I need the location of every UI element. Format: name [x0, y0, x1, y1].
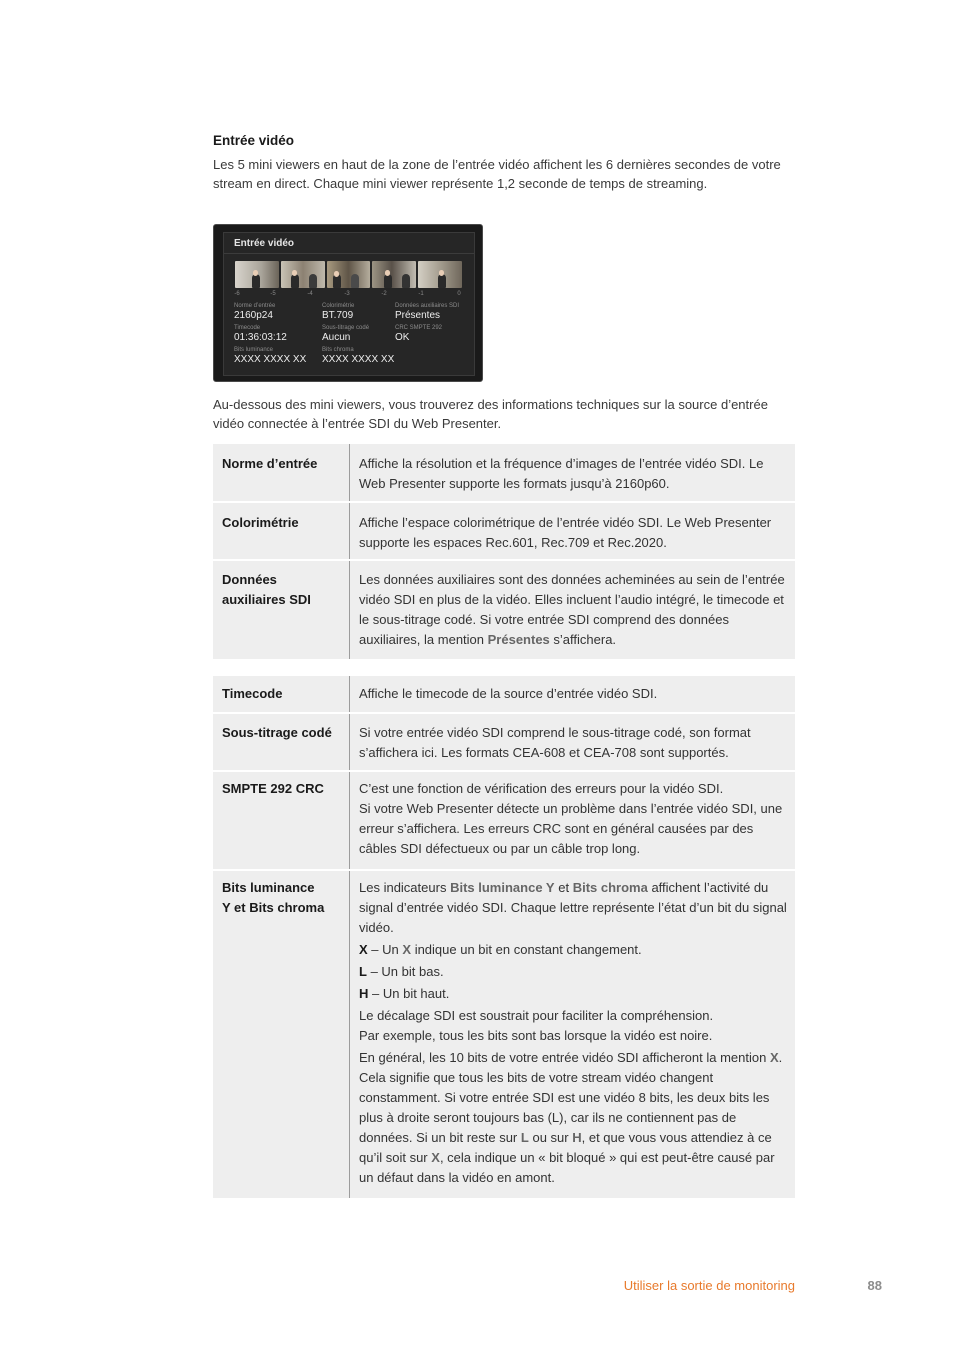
row-term: Données auxiliaires SDI: [222, 572, 311, 607]
meta-value: 01:36:03:12: [234, 332, 287, 343]
tick-label: -5: [270, 291, 276, 297]
mini-viewer: [372, 261, 416, 288]
legend-x: X – Un X indique un bit en constant changement.: [359, 942, 642, 957]
meta-value: XXXX XXXX XX: [322, 354, 395, 365]
legend-h: H – Un bit haut.: [359, 986, 450, 1001]
meta-column-2: [322, 303, 394, 369]
mini-viewer: [281, 261, 325, 288]
tick-label: -3: [344, 291, 350, 297]
table-row: [213, 444, 795, 503]
panel-title: Entrée vidéo: [234, 238, 295, 249]
row-description: [359, 779, 787, 859]
tick-label: -4: [307, 291, 313, 297]
table-row: [213, 561, 795, 659]
meta-column-1: [234, 303, 306, 369]
row-term: Timecode: [222, 686, 283, 701]
row-term: Sous-titrage codé: [222, 725, 332, 740]
desc-text: Par exemple, tous les bits sont bas lorsque la vidéo est noire.: [359, 1028, 713, 1043]
tick-label: -1: [418, 291, 424, 297]
meta-label: Données auxiliaires SDI: [395, 303, 460, 309]
footer-section-title: Utiliser la sortie de monitoring: [623, 1278, 795, 1293]
intro-paragraph: Les 5 mini viewers en haut de la zone de l’entrée vidéo affichent les 6 dernières secondes de votre stream en direct. Chaque mini viewer représente 1,2 seconde de temps de streaming.: [213, 157, 781, 192]
table-row: [213, 772, 795, 871]
row-description: Affiche la résolution et la fréquence d’images de l’entrée vidéo SDI. Le Web Presenter supporte les formats jusqu’à 2160p60.: [359, 456, 764, 491]
row-term: Colorimétrie: [222, 515, 299, 530]
desc-text: Le décalage SDI est soustrait pour faciliter la compréhension.: [359, 1008, 714, 1023]
row-description: Affiche le timecode de la source d’entrée vidéo SDI.: [359, 686, 658, 701]
tick-label: -6: [234, 291, 240, 297]
timeline-ticks: [235, 291, 462, 301]
meta-value: BT.709: [322, 310, 354, 321]
info-table-1: [213, 444, 795, 659]
meta-column-3: [395, 303, 459, 347]
mini-viewer: [418, 261, 462, 288]
meta-label: Bits chroma: [322, 347, 354, 353]
panel-divider: [224, 253, 474, 254]
term-line: Y et Bits chroma: [222, 900, 325, 915]
row-description: [359, 878, 787, 1188]
row-description: Si votre entrée vidéo SDI comprend le sous-titrage codé, son format s’affichera ici. Les formats CEA-608 et CEA-708 sont supportés.: [359, 725, 751, 760]
desc-paragraph: En général, les 10 bits de votre entrée vidéo SDI afficheront la mention X. Cela signifie que tous les bits de votre stream vidéo changent constamment. Si votre entrée SDI est une vidéo 8 bits, les deux bits les plus à droite seront toujours bas (L), car ils ne contiennent pas de données. Si un bit reste sur L ou sur H, et que vous vous attendiez à ce qu’il soit sur X, cela indique un « bit bloqué » qui est peut-être causé par un défaut dans la vidéo en amont.: [359, 1050, 783, 1185]
meta-value: OK: [395, 332, 410, 343]
info-table-2: [213, 676, 795, 1198]
row-description: [359, 570, 787, 650]
after-image-paragraph: Au-dessous des mini viewers, vous trouverez des informations techniques sur la source d’entrée vidéo connectée à l’entrée SDI du Web Presenter.: [213, 397, 768, 432]
row-term: SMPTE 292 CRC: [222, 781, 324, 796]
table-row: [213, 676, 795, 714]
term-line: Bits luminance: [222, 880, 315, 895]
video-input-panel: [223, 232, 475, 376]
tick-label: 0: [457, 291, 461, 297]
meta-label: Bits luminance: [234, 347, 274, 353]
meta-value: Présentes: [395, 310, 441, 321]
desc-text: s’affichera.: [553, 632, 617, 647]
mini-viewer: [327, 261, 371, 288]
row-term: Norme d’entrée: [222, 456, 318, 471]
table-row: [213, 871, 795, 1198]
meta-value: Aucun: [322, 332, 351, 343]
meta-label: Colorimétrie: [322, 303, 355, 309]
meta-label: Sous-titrage codé: [322, 325, 370, 331]
desc-text: C’est une fonction de vérification des erreurs pour la vidéo SDI.: [359, 781, 724, 796]
section-heading: Entrée vidéo: [213, 133, 295, 148]
mini-viewers: [235, 261, 462, 288]
desc-paragraph: Les indicateurs Bits luminance Y et Bits chroma affichent l’activité du signal d’entrée vidéo SDI. Chaque lettre représente l’état d’un bit du signal vidéo.: [359, 880, 787, 935]
video-input-screenshot: [213, 224, 483, 382]
meta-label: Norme d’entrée: [234, 303, 276, 309]
desc-highlight: Présentes: [487, 632, 550, 647]
desc-text: Si votre Web Presenter détecte un problème dans l’entrée vidéo SDI, une erreur s’affichera. Les erreurs CRC sont en général causées par des câbles SDI défectueux ou par un câble trop long.: [359, 801, 783, 856]
table-row: [213, 503, 795, 561]
mini-viewer: [235, 261, 279, 288]
desc-text: Les données auxiliaires sont des données acheminées au sein de l’entrée vidéo SDI en plus de la vidéo. Elles incluent l’audio intégré, le timecode et le sous-titrage codé. Si votre entrée SDI comprend des données auxiliaires, la mention: [359, 572, 785, 647]
meta-label: CRC SMPTE 292: [395, 325, 443, 331]
row-description: Affiche l’espace colorimétrique de l’entrée vidéo SDI. Le Web Presenter supporte les espaces Rec.601, Rec.709 et Rec.2020.: [359, 515, 772, 550]
tick-label: -2: [381, 291, 387, 297]
table-row: [213, 714, 795, 772]
meta-value: 2160p24: [234, 310, 273, 321]
meta-value: XXXX XXXX XX: [234, 354, 307, 365]
meta-label: Timecode: [234, 325, 261, 331]
page-number: 88: [867, 1278, 882, 1293]
legend-l: L – Un bit bas.: [359, 964, 444, 979]
row-term: [222, 878, 342, 918]
